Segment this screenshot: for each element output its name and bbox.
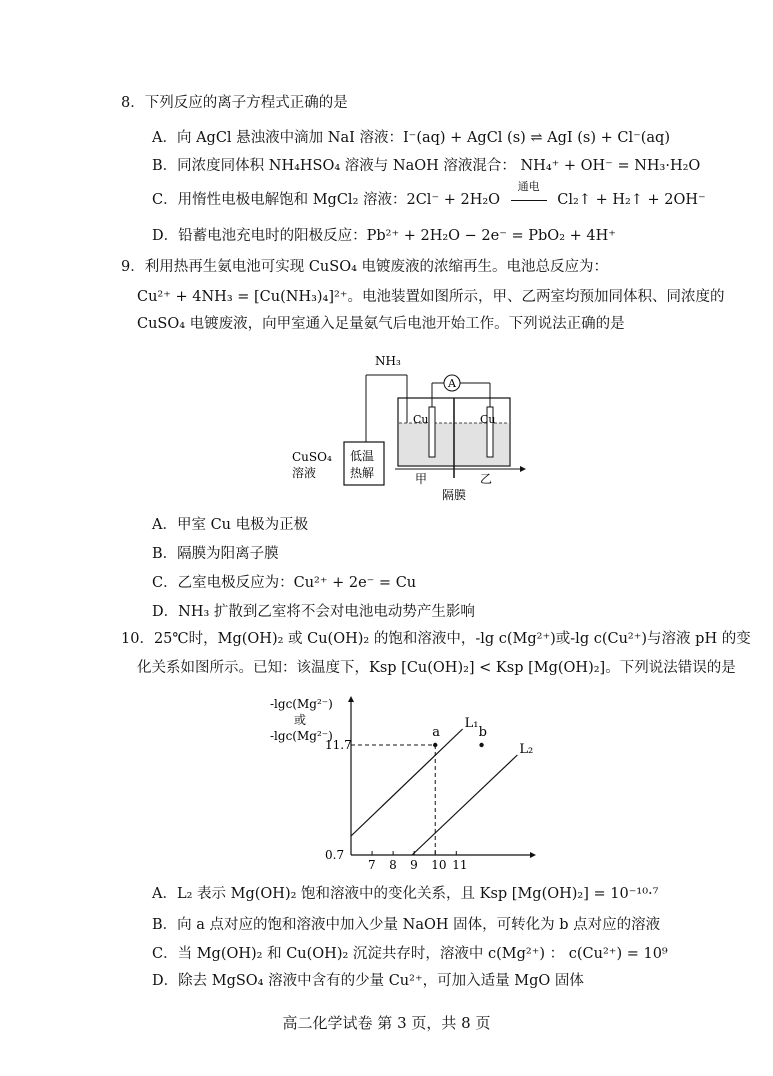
q8-option-a: A．向 AgCl 悬浊液中滴加 NaI 溶液：I⁻(aq) + AgCl (s) ⇌ AgI (s) + Cl⁻(aq) [152,130,670,146]
ammeter-label: A [448,377,456,390]
x-axis-arrow [530,852,536,858]
point-label-a: a [432,725,441,740]
q10-option-c: C．当 Mg(OH)₂ 和 Cu(OH)₂ 沉淀共存时，溶液中 c(Mg²⁺) ： c(Cu²⁺) = 10⁹ [152,946,668,962]
y-axis-arrow [348,696,354,702]
cuso4-label: CuSO₄ [292,450,332,464]
electrolysis-arrow [509,180,549,210]
q8-option-c-left: C．用惰性电极电解饱和 MgCl₂ 溶液：2Cl⁻ + 2H₂O [152,192,501,208]
x-tick-label: 11 [452,858,468,872]
q9-option-c: C．乙室电极反应为：Cu²⁺ + 2e⁻ = Cu [152,575,417,591]
q10-option-b: B．向 a 点对应的饱和溶液中加入少量 NaOH 固体，可转化为 b 点对应的溶液 [152,917,661,933]
membrane-label: 隔膜 [442,488,467,502]
q10-option-a: A．L₂ 表示 Mg(OH)₂ 饱和溶液中的变化关系，且 Ksp [Mg(OH)₂] = 10⁻¹⁰·⁷ [152,886,659,902]
q9-stem-2: Cu²⁺ + 4NH₃ = [Cu(NH₃)₄]²⁺。电池装置如图所示，甲、乙两室均预加同体积、同浓度的 [137,289,725,305]
q8-option-c-right: Cl₂↑ + H₂↑ + 2OH⁻ [557,192,706,208]
x-tick-label: 10 [431,858,447,872]
q9-option-d: D．NH₃ 扩散到乙室将不会对电池电动势产生影响 [152,604,475,620]
solubility-chart [268,690,548,880]
q10-option-d: D．除去 MgSO₄ 溶液中含有的少量 Cu²⁺，可加入适量 MgO 固体 [152,973,584,989]
x-tick-label: 9 [410,858,418,872]
point-b [479,743,483,747]
chart-ylabel-1: -lgc(Mg²⁻) [270,697,333,711]
q8-option-b: B．同浓度同体积 NH₄HSO₄ 溶液与 NaOH 溶液混合： NH₄⁺ + OH⁻ = NH₃·H₂O [152,158,701,174]
x-tick-label: 7 [368,858,376,872]
q9-stem-3: CuSO₄ 电镀废液，向甲室通入足量氨气后电池开始工作。下列说法正确的是 [137,316,625,332]
series-label-1: L₁ [464,716,479,731]
electrolysis-condition: 通电 [517,180,540,193]
point-a [433,743,437,747]
chart-ylabel-2: -lgc(Mg²⁻) [270,729,333,743]
yi-label: 乙 [480,472,493,486]
y-tick-label: 0.7 [325,848,345,862]
series-line-2 [412,755,517,855]
box-label-2: 热解 [350,466,375,480]
q8-option-d: D．铅蓄电池充电时的阳极反应：Pb²⁺ + 2H₂O − 2e⁻ = PbO₂ + 4H⁺ [152,228,616,244]
nh3-label: NH₃ [375,354,401,368]
cu-electrode-left [429,407,435,457]
q9-option-b: B．隔膜为阳离子膜 [152,546,279,562]
q8-option-c [152,180,706,210]
box-label-1: 低温 [350,449,375,463]
cu-right-label: Cu [480,413,496,426]
cu-left-label: Cu [413,413,429,426]
x-tick-label: 8 [389,858,397,872]
jia-label: 甲 [415,472,428,486]
series-label-2: L₂ [519,742,534,757]
point-label-b: b [478,725,487,740]
q9-option-a: A．甲室 Cu 电极为正极 [152,517,309,533]
q9-stem-1: 9．利用热再生氨电池可实现 CuSO₄ 电镀废液的浓缩再生。电池总反应为： [121,259,609,275]
battery-apparatus-figure [280,345,530,505]
q10-stem-2: 化关系如图所示。已知：该温度下，Ksp [Cu(OH)₂] < Ksp [Mg(OH)₂]。下列说法错误的是 [137,660,736,676]
q10-stem-1: 10．25℃时，Mg(OH)₂ 或 Cu(OH)₂ 的饱和溶液中，-lg c(Mg²⁺)或-lg c(Cu²⁺)与溶液 pH 的变 [121,631,751,647]
page-footer: 高二化学试卷 第 3 页，共 8 页 [282,1014,491,1032]
chart-plot-area [325,696,536,872]
solution-label: 溶液 [292,466,317,480]
y-tick-label: 11.7 [325,738,352,752]
q8-stem: 8．下列反应的离子方程式正确的是 [121,95,348,111]
chart-ylabel-or: 或 [294,713,307,727]
